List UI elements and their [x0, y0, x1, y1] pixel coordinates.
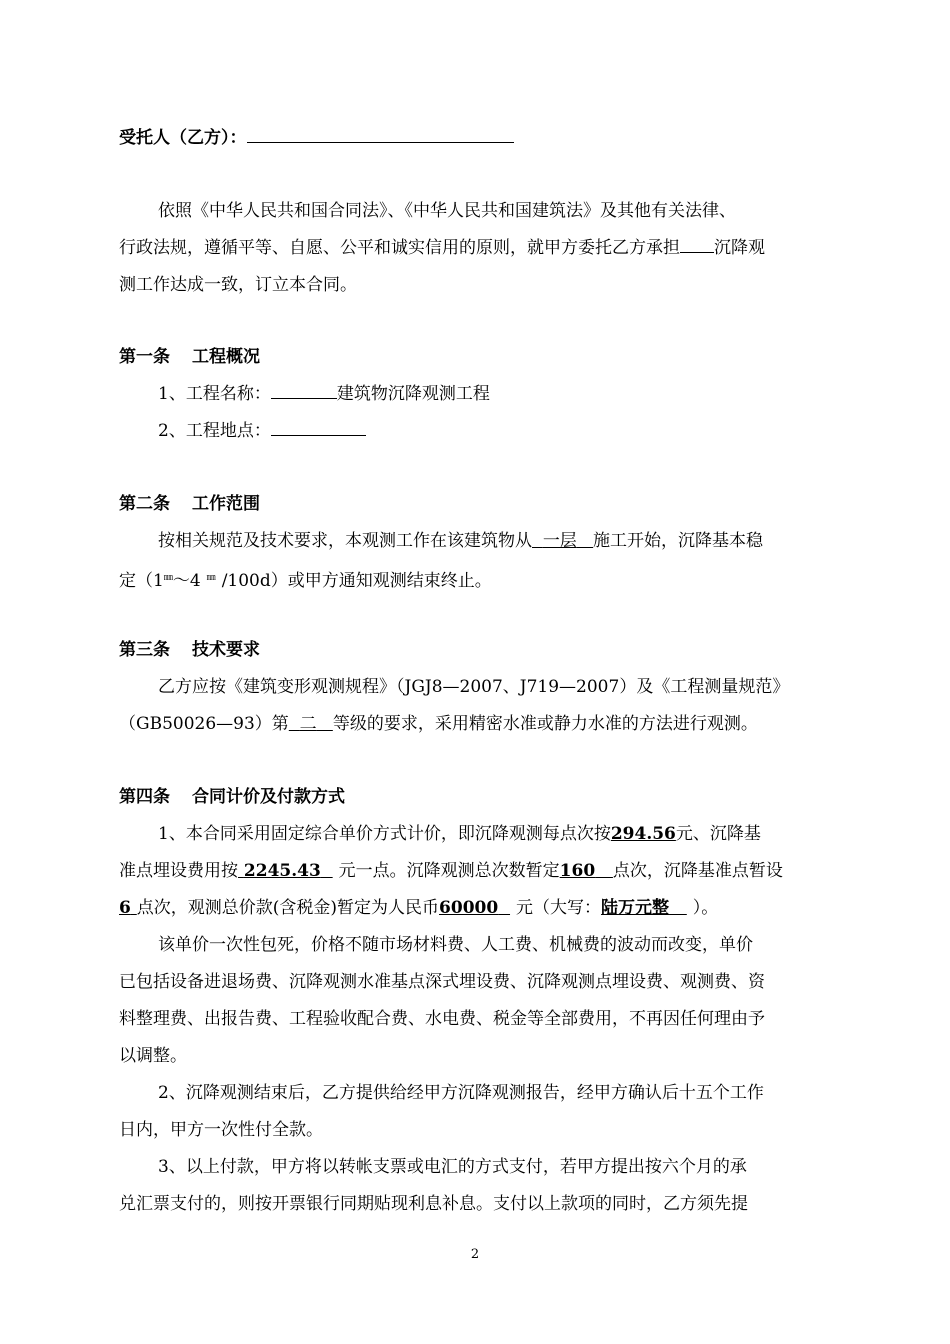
project-name-value: 建筑物沉降观测工程 [336, 384, 490, 404]
article-4-number: 第四条 [119, 787, 170, 807]
benchmark-count-value [119, 898, 137, 918]
payment-method-line-1: 3、以上付款，甲方将以转帐支票或电汇的方式支付，若甲方提出按六个月的承 [158, 1157, 747, 1177]
scope-text-e: /100d）或甲方通知观测结束终止。 [221, 571, 492, 591]
pricing-text-b: 元、沉降基 [675, 824, 761, 844]
intro-line-3: 测工作达成一致，订立本合同。 [119, 275, 357, 295]
article-2-heading [119, 493, 260, 515]
pricing-text-e: 点次，沉降基准点暂设 [612, 861, 783, 881]
unit-price-value: 294.56 [610, 824, 676, 844]
article-4-heading [119, 786, 345, 808]
amount-words-text: 陆万元整 [601, 898, 670, 918]
amount-words-value [601, 898, 687, 918]
article-2-title: 工作范围 [192, 494, 260, 514]
payment-line-2: 日内，甲方一次性付全款。 [119, 1120, 323, 1140]
article-4-title: 合同计价及付款方式 [192, 787, 345, 807]
benchmark-fee-value [238, 861, 333, 881]
mm-unit-2: ㎜ [206, 573, 216, 583]
party-b-line [119, 127, 514, 149]
pricing-text-d: 元一点。沉降观测总次数暂定 [338, 861, 560, 881]
pricing-line-1 [158, 823, 761, 845]
project-name-line [158, 383, 490, 405]
intro-line-2-text: 行政法规，遵循平等、自愿、公平和诚实信用的原则，就甲方委托乙方承担 [119, 238, 680, 258]
payment-method-line-2: 兑汇票支付的，则按开票银行同期贴现利息补息。支付以上款项的同时，乙方须先提 [119, 1194, 748, 1214]
page-number: 2 [470, 1247, 480, 1262]
intro-line-1: 依照《中华人民共和国合同法》、《中华人民共和国建筑法》及其他有关法律、 [158, 201, 736, 221]
project-name-label: 1、工程名称： [158, 384, 271, 404]
pricing-text-a: 1、本合同采用固定综合单价方式计价，即沉降观测每点次按 [158, 824, 611, 844]
article-3-heading [119, 639, 260, 661]
intro-line-2 [119, 237, 765, 259]
grade-value [289, 714, 333, 734]
start-floor-value [532, 531, 593, 551]
article-1-heading [119, 346, 260, 368]
scope-text-b: 施工开始，沉降基本稳 [593, 531, 764, 551]
benchmark-count-text: 6 [119, 898, 131, 918]
pricing-line-2 [119, 860, 783, 882]
total-amount-value [439, 898, 510, 918]
price-scope-line-2: 已包括设备进退场费、沉降观测水准基点深式埋设费、沉降观测点埋设费、观测费、资 [119, 972, 765, 992]
article-2-number: 第二条 [119, 494, 170, 514]
scope-line-1 [158, 530, 763, 552]
grade-text: 二 [299, 714, 317, 734]
start-floor-text: 一层 [542, 531, 577, 551]
pricing-text-c: 准点埋设费用按 [119, 861, 238, 881]
scope-text-d: ～4 [172, 571, 201, 591]
scope-line-2 [119, 567, 492, 592]
pricing-text-h: ）。 [692, 898, 719, 918]
intro-line-2-tail: 沉降观 [714, 238, 765, 258]
scope-text-a: 按相关规范及技术要求，本观测工作在该建筑物从 [158, 531, 532, 551]
payment-line-1: 2、沉降观测结束后，乙方提供给经甲方沉降观测报告，经甲方确认后十五个工作 [158, 1083, 764, 1103]
pricing-line-3 [119, 897, 718, 919]
article-1-number: 第一条 [119, 347, 170, 367]
article-3-number: 第三条 [119, 640, 170, 660]
tech-line-1: 乙方应按《建筑变形观测规程》（JGJ8—2007、J719—2007）及《工程测量规范》 [158, 677, 790, 697]
price-scope-line-1: 该单价一次性包死，价格不随市场材料费、人工费、机械费的波动而改变，单价 [158, 935, 753, 955]
pricing-text-f: 点次，观测总价款(含税金)暂定为人民币 [136, 898, 440, 918]
project-location-blank [271, 421, 366, 436]
tech-text-b: 等级的要求，采用精密水准或静力水准的方法进行观测。 [332, 714, 758, 734]
price-scope-line-3: 料整理费、出报告费、工程验收配合费、水电费、税金等全部费用，不再因任何理由予 [119, 1009, 765, 1029]
price-scope-line-4: 以调整。 [119, 1046, 187, 1066]
project-name-blank [271, 384, 337, 399]
tech-text-a: （GB50026—93）第 [119, 714, 289, 734]
tech-line-2 [119, 713, 758, 735]
project-location-label: 2、工程地点： [158, 421, 271, 441]
total-times-value [560, 861, 613, 881]
party-b-blank [247, 128, 514, 143]
mm-unit-1: ㎜ [163, 573, 173, 583]
pricing-text-g: 元（大写： [516, 898, 602, 918]
project-location-line [158, 420, 366, 442]
total-times-text: 160 [559, 861, 596, 881]
article-3-title: 技术要求 [192, 640, 260, 660]
party-b-label: 受托人（乙方）： [119, 128, 247, 148]
benchmark-fee-text: 2245.43 [243, 861, 321, 881]
total-amount-text: 60000 [439, 898, 499, 918]
scope-text-c: 定（1 [119, 571, 164, 591]
intro-blank [680, 238, 714, 253]
article-1-title: 工程概况 [192, 347, 260, 367]
